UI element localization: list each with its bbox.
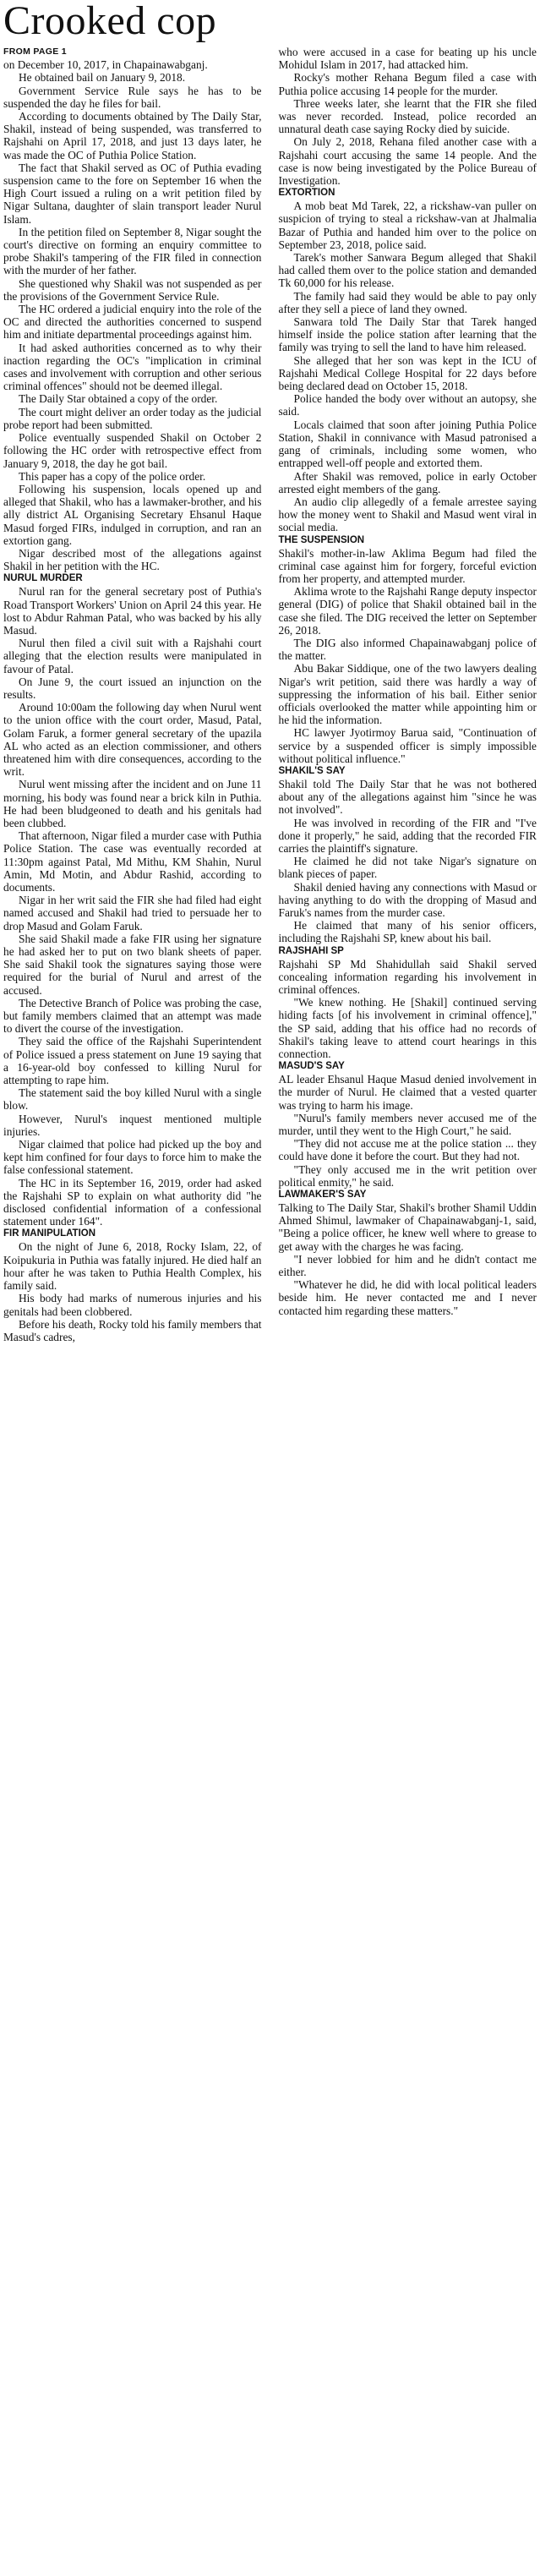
section-subhead: MASUD'S SAY — [278, 1061, 345, 1072]
paragraph: An audio clip allegedly of a female arrestee saying how the money went to Shakil and Masud went viral in social media. — [278, 495, 537, 534]
paragraph: The HC in its September 16, 2019, order had asked the Rajshahi SP to explain on what authority did "he disclosed confidential information of a confessional statement under 164". — [3, 1176, 262, 1228]
paragraph: Around 10:00am the following day when Nurul went to the union office with the court order, Masud, Patal, Golam Faruk, a former general secretary of the upazila AL who acted as an election commissioner, and others threatened him with dire consequences, according to the writ. — [3, 701, 262, 779]
section-subhead: EXTORTION — [278, 188, 335, 199]
paragraph: "They did not accuse me at the police station ... they could have done it before the court. But they had not. — [278, 1137, 537, 1163]
paragraph: Shakil told The Daily Star that he was not bothered about any of the allegations against him "since he was not involved". — [278, 777, 537, 817]
paragraph: Rajshahi SP Md Shahidullah said Shakil served concealing information regarding his involvement in criminal offences. — [278, 957, 537, 997]
paragraph: Police handed the body over without an autopsy, she said. — [278, 392, 537, 418]
paragraph: He claimed that many of his senior officers, including the Rajshahi SP, knew about his bail. — [278, 919, 537, 945]
paragraph: HC lawyer Jyotirmoy Barua said, "Continuation of service by a suspended officer is simply impossible without political influence." — [278, 726, 537, 765]
paragraph: "Nurul's family members never accused me of the murder, until they went to the High Court," he said. — [278, 1111, 537, 1138]
section-subhead: FIR MANIPULATION — [3, 1228, 96, 1239]
paragraph: This paper has a copy of the police order. — [19, 469, 206, 483]
column-left — [3, 46, 262, 1343]
paragraph: She said Shakil made a fake FIR using her signature he had asked her to put on two blank sheets of paper. She said Shakil took the signatures saying those were required for the burial of Nurul and arrest of the accused. — [3, 932, 262, 997]
paragraph: On June 9, the court issued an injunction on the results. — [3, 675, 262, 701]
paragraph: Shakil denied having any connections with Masud or having anything to do with the dropping of Masud and Faruk's names from the murder case. — [278, 880, 537, 919]
article-body — [3, 46, 537, 1343]
paragraph: In the petition filed on September 8, Nigar sought the court's directive on forming an enquiry committee to probe Shakil's tampering of the FIR filed in connection with the murder of her father. — [3, 225, 262, 277]
paragraph: Police eventually suspended Shakil on October 2 following the HC order with retrospective effect from January 9, 2018, the day he got bail. — [3, 431, 262, 470]
paragraph: Sanwara told The Daily Star that Tarek hanged himself inside the police station after learning that the family was trying to sell the land to have him released. — [278, 315, 537, 354]
paragraph: Nigar described most of the allegations against Shakil in her petition with the HC. — [3, 546, 262, 573]
paragraph: He was involved in recording of the FIR and "I've done it properly," he said, adding that the recorded FIR carries the plaintiff's signature. — [278, 816, 537, 855]
paragraph: That afternoon, Nigar filed a murder case with Puthia Police Station. The case was eventually recorded at 11:30pm against Patal, Md Mithu, KM Shahin, Nurul Amin, Md Motin, and Abdur Rashid, according to documents. — [3, 829, 262, 894]
paragraph: It had asked authorities concerned as to why their inaction regarding the OC's "implication in criminal cases and involvement with corruption and other serious criminal offences" should not be deemed illegal. — [3, 341, 262, 393]
paragraph: Nurul then filed a civil suit with a Rajshahi court alleging that the election results were manipulated in favour of Patal. — [3, 637, 262, 675]
paragraph: Shakil's mother-in-law Aklima Begum had filed the criminal case against him for forgery, forceful eviction from her property, and attempted murder. — [278, 546, 537, 585]
paragraph: Nigar claimed that police had picked up the boy and kept him confined for four days to force him to make the false confessional statement. — [3, 1138, 262, 1177]
paragraph: "Whatever he did, he did with local political leaders beside him. He never contacted me and I never contacted him regarding these matters." — [278, 1278, 537, 1317]
paragraph: According to documents obtained by The Daily Star, Shakil, instead of being suspended, was transferred to Rajshahi on April 17, 2018, and just 13 days later, he was made the OC of Puthia Police Station. — [3, 110, 262, 161]
paragraph: on December 10, 2017, in Chapainawabganj. — [3, 58, 208, 72]
paragraph: Government Service Rule says he has to be suspended the day he files for bail. — [3, 84, 262, 110]
section-subhead: LAWMAKER'S SAY — [278, 1190, 367, 1200]
paragraph: Tarek's mother Sanwara Begum alleged that Shakil had called them over to the police station and demanded Tk 60,000 for his release. — [278, 251, 537, 290]
paragraph: Nigar in her writ said the FIR she had filed had eight named accused and Shakil had tried to persuade her to drop Masud and Golam Faruk. — [3, 894, 262, 933]
section-subhead: NURUL MURDER — [3, 573, 83, 584]
paragraph: Aklima wrote to the Rajshahi Range deputy inspector general (DIG) of police that Shakil obtained bail in the case she filed. The DIG received the letter on September 26, 2018. — [278, 585, 537, 637]
paragraph: He obtained bail on January 9, 2018. — [19, 71, 186, 85]
paragraph: The court might deliver an order today as the judicial probe report had been submitted. — [3, 405, 262, 431]
paragraph: The family had said they would be able to pay only after they sell a piece of land they owned. — [278, 289, 537, 315]
paragraph: The statement said the boy killed Nurul with a single blow. — [3, 1086, 262, 1113]
paragraph: Locals claimed that soon after joining Puthia Police Station, Shakil in connivance with Masud patronised a gang of criminals, including some women, who entrapped well-off people and extorted them. — [278, 418, 537, 470]
paragraph: Nurul went missing after the incident and on June 11 morning, his body was found near a brick kiln in Puthia. He had been bludgeoned to death and his genitals had been clubbed. — [3, 778, 262, 829]
paragraph: Three weeks later, she learnt that the FIR she filed was never recorded. Instead, police recorded an unnatural death case saying Rocky died by suicide. — [278, 96, 537, 136]
paragraph: He claimed he did not take Nigar's signature on blank pieces of paper. — [278, 855, 537, 881]
paragraph: On the night of June 6, 2018, Rocky Islam, 22, of Koipukuria in Puthia was fatally injured. He died half an hour after he was taken to Puthia Health Complex, his family said. — [3, 1240, 262, 1293]
paragraph: The fact that Shakil served as OC of Puthia evading suspension came to the fore on September 16 when the High Court issued a ruling on a writ petition filed by Nigar Sultana, daughter of slain transport leader Nurul Islam. — [3, 161, 262, 226]
paragraph: "We knew nothing. He [Shakil] continued serving hiding facts [of his involvement in criminal offence]," the SP said, adding that his office had no records of Shakil's taking leave to attend court hearings in this connection. — [278, 996, 537, 1061]
section-subhead: THE SUSPENSION — [278, 534, 365, 545]
paragraph: She questioned why Shakil was not suspended as per the provisions of the Government Service Rule. — [3, 276, 262, 303]
column-right — [279, 46, 537, 1343]
paragraph: However, Nurul's inquest mentioned multiple injuries. — [3, 1112, 262, 1138]
paragraph: On July 2, 2018, Rehana filed another case with a Rajshahi court accusing the same 14 people. And the case is now being investigated by the Police Bureau of Investigation. — [278, 135, 537, 188]
paragraph: The Detective Branch of Police was probing the case, but family members claimed that an attempt was made to divert the course of the investigation. — [3, 996, 262, 1036]
paragraph: Talking to The Daily Star, Shakil's brother Shamil Uddin Ahmed Shimul, lawmaker of Chapainawabganj-1, said, "Being a police officer, he knew well where to grease to get away with the charges he was facing. — [278, 1201, 537, 1253]
paragraph: She alleged that her son was kept in the ICU of Rajshahi Medical College Hospital for 22 days before being declared dead on October 15, 2018. — [278, 353, 537, 393]
paragraph: Nurul ran for the general secretary post of Puthia's Road Transport Workers' Union on April 24 this year. He lost to Abdur Rahman Patal, who was backed by his ally Masud. — [3, 585, 262, 637]
paragraph: Following his suspension, locals opened up and alleged that Shakil, who has a lawmaker-brother, and his ally district AL Organising Secretary Ehsanul Haque Masud forged FIRs, indulged in corruption, and ran an extortion gang. — [3, 482, 262, 547]
paragraph: Abu Bakar Siddique, one of the two lawyers dealing Nigar's writ petition, said there was hardly a way of suppressing the information of his bail. Either senior officials overlooked the matter while appointing him or he hid the information. — [278, 662, 537, 727]
paragraph: They said the office of the Rajshahi Superintendent of Police issued a press statement on June 19 saying that a 16-year-old boy confessed to killing Nurul for attempting to rape him. — [3, 1035, 262, 1087]
section-subhead: SHAKIL'S SAY — [278, 765, 346, 776]
paragraph: The Daily Star obtained a copy of the order. — [19, 392, 218, 406]
paragraph: A mob beat Md Tarek, 22, a rickshaw-van puller on suspicion of trying to steal a rickshaw-van at Jhalmalia Bazar of Puthia and handed him over to the police on September 23, 2018, police said. — [278, 200, 537, 251]
paragraph: "They only accused me in the writ petition over political enmity," he said. — [278, 1162, 537, 1189]
paragraph: The DIG also informed Chapainawabganj police of the matter. — [278, 636, 537, 663]
paragraph: AL leader Ehsanul Haque Masud denied involvement in the murder of Nurul. He claimed that a vested quarter was trying to harm his image. — [278, 1073, 537, 1112]
paragraph: After Shakil was removed, police in early October arrested eight members of the gang. — [278, 469, 537, 495]
paragraph: who were accused in a case for beating up his uncle Mohidul Islam in 2017, had attacked him. — [278, 46, 537, 72]
section-subhead: RAJSHAHI SP — [278, 945, 344, 956]
paragraph: Rocky's mother Rehana Begum filed a case with Puthia police accusing 14 people for the murder. — [278, 71, 537, 97]
from-page-label: FROM PAGE 1 — [3, 46, 67, 57]
headline: Crooked cop — [3, 0, 217, 43]
paragraph: Before his death, Rocky told his family members that Masud's cadres, — [3, 1317, 262, 1343]
paragraph: His body had marks of numerous injuries and his genitals had been clobbered. — [3, 1292, 262, 1318]
paragraph: The HC ordered a judicial enquiry into the role of the OC and directed the authorities concerned to suspend him and initiate departmental proceedings against him. — [3, 303, 262, 342]
paragraph: "I never lobbied for him and he didn't contact me either. — [278, 1252, 537, 1279]
